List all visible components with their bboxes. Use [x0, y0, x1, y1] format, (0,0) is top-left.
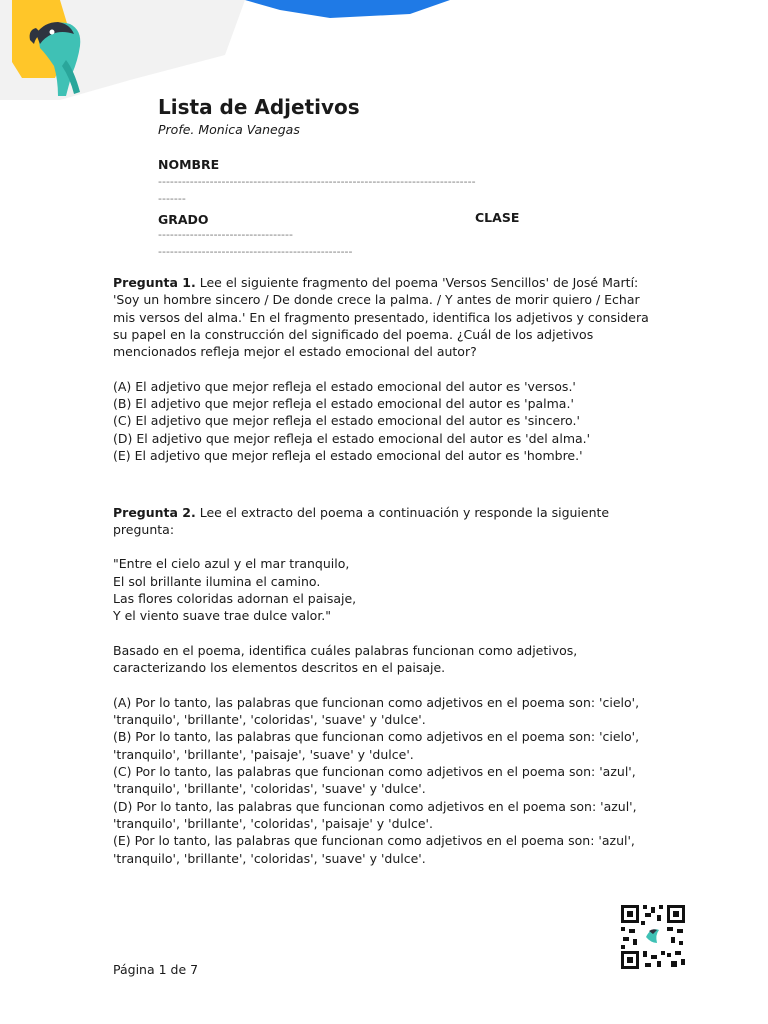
question-2-option-a[interactable]: (A) Por lo tanto, las palabras que funcionan como adjetivos en el poema son: 'cielo', 'tranquilo', 'brillante', 'coloridas', 'suave' y 'dulce'. — [113, 694, 640, 728]
question-1-label: Pregunta 1. — [113, 275, 196, 290]
question-2-option-b[interactable]: (B) Por lo tanto, las palabras que funcionan como adjetivos en el poema son: 'cielo', 'tranquilo', 'brillante', 'paisaje', 'suave' y 'dulce'. — [113, 729, 640, 762]
question-2 — [113, 504, 658, 539]
question-1-option-b[interactable]: (B) El adjetivo que mejor refleja el estado emocional del autor es 'palma.' — [113, 396, 574, 412]
question-2-text: Lee el extracto del poema a continuación y responde la siguiente pregunta: — [113, 504, 610, 537]
question-2-label: Pregunta 2. — [113, 504, 196, 520]
qr-code-icon[interactable] — [619, 903, 687, 971]
question-1-option-a[interactable]: (A) El adjetivo que mejor refleja el estado emocional del autor es 'versos.' — [113, 378, 576, 394]
poem-line: "Entre el cielo azul y el mar tranquilo, — [113, 556, 350, 572]
teacher-name: Profe. Monica Vanegas — [158, 122, 300, 137]
clase-label: CLASE — [475, 210, 520, 225]
question-1-option-e[interactable]: (E) El adjetivo que mejor refleja el estado emocional del autor es 'hombre.' — [113, 447, 583, 463]
question-2-option-d[interactable]: (D) Por lo tanto, las palabras que funcionan como adjetivos en el poema son: 'azul', 'tranquilo', 'brillante', 'coloridas', 'paisaje' y 'dulce'. — [113, 798, 637, 831]
poem-line: Las flores coloridas adornan el paisaje, — [113, 591, 357, 607]
clase-line[interactable]: ------------------------------------------------- — [158, 245, 353, 258]
page-title: Lista de Adjetivos — [158, 95, 360, 119]
question-1-option-d[interactable]: (D) El adjetivo que mejor refleja el estado emocional del autor es 'del alma.' — [113, 430, 591, 446]
poem-line: El sol brillante ilumina el camino. — [113, 573, 321, 589]
questions-content — [113, 274, 658, 867]
grado-label: GRADO — [158, 212, 209, 227]
question-1-text: Lee el siguiente fragmento del poema 'Versos Sencillos' de José Martí: 'Soy un hombre sincero / De donde crece la palma. / Y antes de morir quiero / Echar mis versos del alma.' En el fragmento presentado, identifica los adjetivos y considera su papel en la construcción del significado del poema. ¿Cuál de los adjetivos mencionados refleja mejor el estado emocional del autor? — [113, 275, 649, 360]
nombre-line[interactable]: -------------------------------------------------------------------------------- — [158, 175, 476, 188]
question-1 — [113, 274, 658, 360]
header-decoration — [0, 0, 768, 100]
page-number: Página 1 de 7 — [113, 962, 199, 977]
question-2-option-e[interactable]: (E) Por lo tanto, las palabras que funcionan como adjetivos en el poema son: 'azul', 'tranquilo', 'brillante', 'coloridas', 'suave' y 'dulce'. — [113, 833, 635, 866]
header-block — [158, 94, 658, 260]
blue-shape — [245, 0, 450, 18]
poem-line: Y el viento suave trae dulce valor." — [113, 608, 332, 624]
grado-line[interactable]: ---------------------------------- — [158, 228, 293, 241]
nombre-label: NOMBRE — [158, 157, 220, 172]
grado-clase-row — [158, 209, 658, 226]
question-2-option-c[interactable]: (C) Por lo tanto, las palabras que funcionan como adjetivos en el poema son: 'azul', 'tranquilo', 'brillante', 'coloridas', 'suave' y 'dulce'. — [113, 764, 636, 797]
question-1-option-c[interactable]: (C) El adjetivo que mejor refleja el estado emocional del autor es 'sincero.' — [113, 413, 580, 429]
question-2-prompt: Basado en el poema, identifica cuáles palabras funcionan como adjetivos, caracterizando los elementos descritos en el paisaje. — [113, 642, 578, 676]
nombre-line-continued: ------- — [158, 192, 186, 205]
